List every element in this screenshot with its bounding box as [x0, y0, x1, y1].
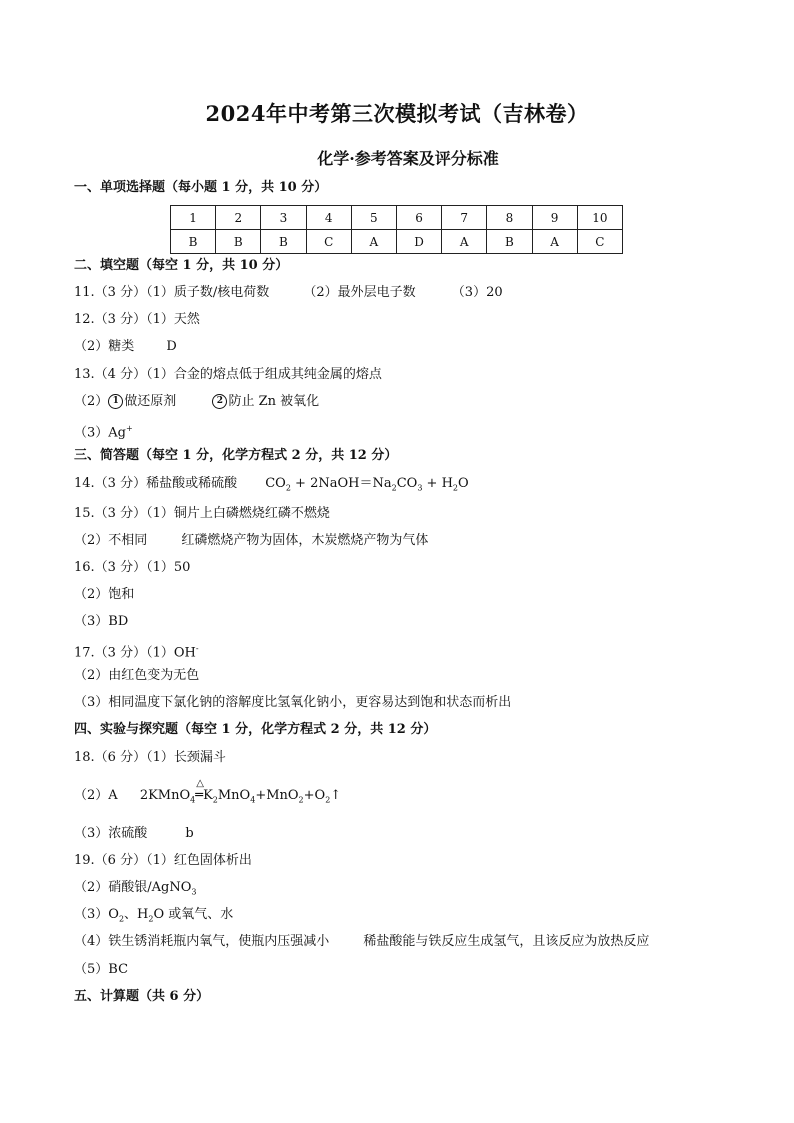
answer-line-17-3: （3）相同温度下氯化钠的溶解度比氢氧化钠小，更容易达到饱和状态而析出: [74, 695, 512, 710]
answer-line-12-2: [74, 338, 177, 356]
answer-15-part-2b: 红磷燃烧产物为固体，木炭燃烧产物为气体: [181, 533, 429, 548]
answer-line-11: [74, 284, 503, 302]
question-number-cell: 3: [261, 206, 306, 230]
answer-cell: B: [171, 230, 216, 254]
section-2-heading: 二、填空题（每空 1 分，共 10 分）: [74, 258, 289, 273]
formula-subscript: 3: [191, 887, 197, 897]
formula-subscript: 2: [212, 795, 218, 805]
answer-line-19-4: [74, 933, 649, 951]
circled-two-icon: 2: [212, 394, 227, 409]
answer-cell: B: [261, 230, 306, 254]
formula-part: （3）O: [74, 907, 119, 922]
answer-18-part-3b: b: [185, 826, 194, 841]
page-subtitle: 化学·参考答案及评分标准: [317, 149, 499, 168]
section-4-heading: 四、实验与探究题（每空 1 分，化学方程式 2 分，共 12 分）: [74, 722, 437, 737]
answer-line-18-2: [74, 778, 342, 810]
formula-part: +MnO: [255, 788, 299, 803]
question-number-cell: 7: [442, 206, 487, 230]
formula-part: O 或氧气、水: [153, 907, 234, 922]
answer-line-13-1: 13.（4 分）（1）合金的熔点低于组成其纯金属的熔点: [74, 367, 382, 382]
formula-subscript: 2: [285, 483, 291, 493]
answer-line-15-1: 15.（3 分）（1）铜片上白磷燃烧红磷不燃烧: [74, 506, 330, 521]
answer-cell: A: [532, 230, 577, 254]
answer-cell: C: [306, 230, 351, 254]
answer-line-16-1: 16.（3 分）（1）50: [74, 560, 191, 575]
formula-subscript: 2: [452, 483, 458, 493]
formula-part: + H: [422, 476, 453, 491]
question-number-cell: 1: [171, 206, 216, 230]
section-1-heading: 一、单项选择题（每小题 1 分，共 10 分）: [74, 180, 328, 195]
answer-15-part-2: （2）不相同: [74, 533, 148, 548]
answer-cell: C: [577, 230, 622, 254]
formula-part: CO: [265, 476, 286, 491]
chemical-equation-14: [265, 476, 468, 491]
answer-11-part-1: 11.（3 分）（1）质子数/核电荷数: [74, 285, 270, 300]
answer-13-part-2: 防止 Zn 被氧化: [228, 394, 320, 409]
question-number-cell: 4: [306, 206, 351, 230]
answer-12-part-2b: D: [166, 339, 177, 354]
formula-subscript: 3: [417, 483, 423, 493]
answer-table: [170, 205, 623, 254]
answer-table-number-row: [171, 206, 623, 230]
answer-14-text: 14.（3 分）稀盐酸或稀硫酸: [74, 476, 238, 491]
answer-line-18-1: 18.（6 分）（1）长颈漏斗: [74, 750, 226, 765]
answer-line-16-2: （2）饱和: [74, 587, 135, 602]
answer-line-19-5: （5）BC: [74, 962, 129, 977]
answer-13-label: （2）: [74, 394, 109, 409]
formula-part: + 2NaOH＝Na: [290, 476, 392, 491]
answer-cell: A: [442, 230, 487, 254]
answer-line-13-2: [74, 393, 319, 411]
answer-line-17-1: [74, 640, 199, 662]
formula-subscript: 4: [250, 795, 256, 805]
answer-cell: D: [396, 230, 441, 254]
answer-19-part-4b: 稀盐酸能与铁反应生成氢气，且该反应为放热反应: [363, 934, 650, 949]
answer-11-part-3: （3）20: [451, 285, 503, 300]
answer-line-14: [74, 475, 469, 498]
answer-cell: B: [216, 230, 261, 254]
section-5-heading: 五、计算题（共 6 分）: [74, 989, 210, 1004]
question-number-cell: 5: [351, 206, 396, 230]
answer-line-19-2: [74, 879, 197, 902]
formula-subscript: 2: [325, 795, 331, 805]
ion-charge: +: [125, 424, 133, 433]
answer-line-13-3: [74, 420, 133, 442]
answer-table-answer-row: [171, 230, 623, 254]
answer-line-19-3: [74, 906, 233, 929]
formula-part: CO: [396, 476, 418, 491]
page-title: 2024年中考第三次模拟考试（吉林卷）: [205, 101, 589, 126]
answer-19-part-4: （4）铁生锈消耗瓶内氧气，使瓶内压强减小: [74, 934, 330, 949]
answer-18-part-3: （3）浓硫酸: [74, 826, 148, 841]
question-number-cell: 10: [577, 206, 622, 230]
question-number-cell: 9: [532, 206, 577, 230]
ion-charge: -: [195, 644, 199, 653]
equals-sign: ═: [195, 788, 204, 803]
formula-part: K: [203, 788, 213, 803]
formula-part: 2KMnO: [139, 788, 191, 803]
answer-17-part-1: 17.（3 分）（1）OH: [74, 645, 196, 661]
formula-part: O: [458, 476, 469, 491]
heating-equals-sign: [195, 778, 204, 805]
chemical-equation-18: [139, 778, 342, 805]
formula-part: MnO: [217, 788, 251, 803]
answer-13-part-3: （3）Ag: [74, 425, 126, 441]
formula-subscript: 2: [391, 483, 397, 493]
answer-18-part-2: （2）A: [74, 788, 118, 803]
question-number-cell: 8: [487, 206, 532, 230]
gas-arrow-icon: ↑: [330, 788, 342, 803]
question-number-cell: 6: [396, 206, 441, 230]
answer-19-part-2: （2）硝酸银/AgNO: [74, 880, 192, 895]
circled-one-icon: 1: [108, 394, 123, 409]
answer-12-part-2: （2）糖类: [74, 339, 135, 354]
answer-line-16-3: （3）BD: [74, 614, 129, 629]
answer-line-19-1: 19.（6 分）（1）红色固体析出: [74, 853, 252, 868]
answer-line-17-2: （2）由红色变为无色: [74, 668, 200, 683]
formula-subscript: 4: [190, 795, 196, 805]
answer-cell: B: [487, 230, 532, 254]
question-number-cell: 2: [216, 206, 261, 230]
section-3-heading: 三、简答题（每空 1 分，化学方程式 2 分，共 12 分）: [74, 448, 398, 463]
answer-11-part-2: （2）最外层电子数: [303, 285, 416, 300]
answer-line-18-3: [74, 825, 194, 843]
formula-part: 、H: [124, 907, 149, 922]
formula-subscript: 2: [148, 914, 154, 924]
answer-line-15-2: [74, 532, 428, 550]
answer-13-part-1: 做还原剂: [124, 394, 177, 409]
answer-line-12-1: 12.（3 分）（1）天然: [74, 312, 200, 327]
heat-icon: △: [196, 778, 204, 789]
formula-subscript: 2: [118, 914, 125, 924]
formula-subscript: 2: [298, 795, 304, 805]
formula-part: +O: [303, 788, 326, 803]
answer-cell: A: [351, 230, 396, 254]
